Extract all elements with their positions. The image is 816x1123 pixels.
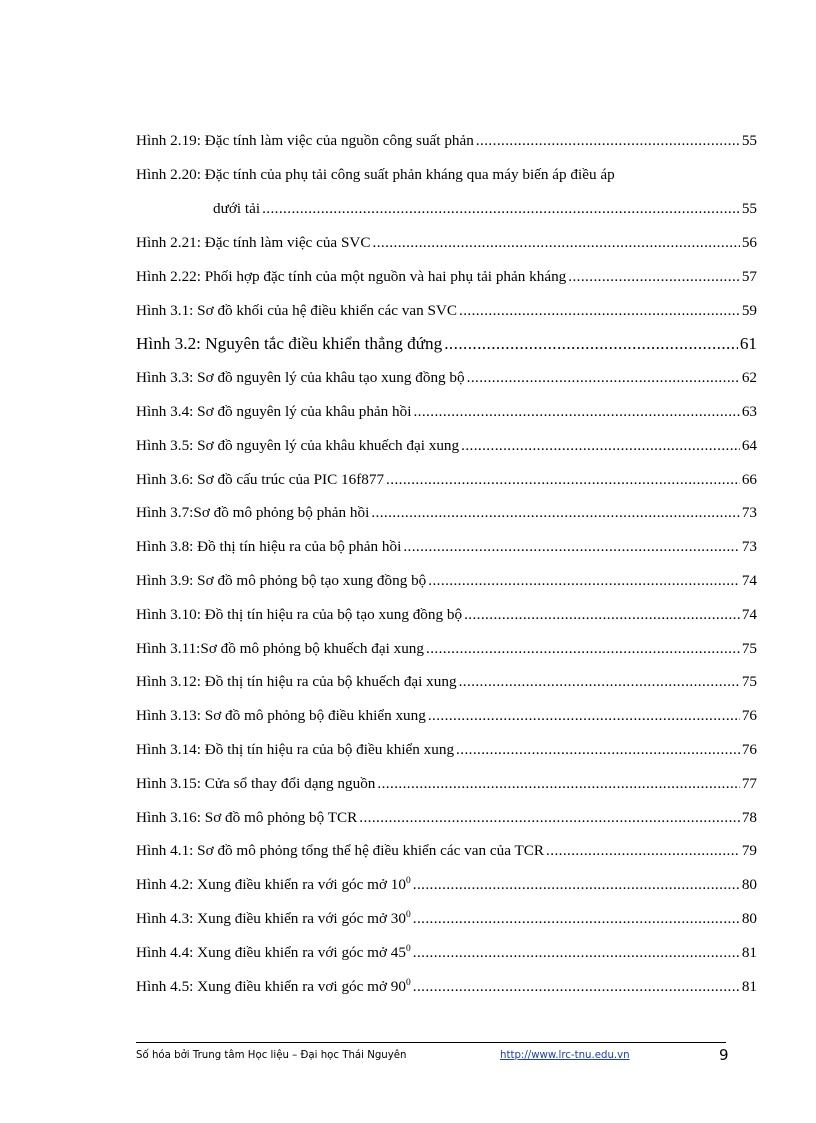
toc-entry[interactable]	[136, 334, 757, 368]
dot-leader	[444, 334, 738, 354]
dot-leader	[262, 199, 740, 219]
toc-entry-page: 80	[741, 910, 757, 928]
page-number: 9	[719, 1046, 729, 1064]
toc-entry[interactable]	[136, 503, 757, 537]
toc-entry[interactable]	[136, 537, 757, 571]
toc-entry[interactable]	[136, 301, 757, 335]
dot-leader	[413, 875, 740, 895]
toc-entry[interactable]	[136, 402, 757, 436]
toc-entry-title: Hình 3.11:Sơ đồ mô phỏng bộ khuếch đại xung	[136, 639, 424, 657]
toc-entry[interactable]	[136, 875, 757, 909]
toc-entry-page: 79	[741, 842, 757, 860]
toc-entry-title: Hình 3.13: Sơ đồ mô phỏng bộ điều khiển xung	[136, 707, 426, 725]
toc-entry[interactable]	[136, 436, 757, 470]
dot-leader	[461, 436, 740, 456]
toc-entry-title: Hình 3.4: Sơ đồ nguyên lý của khâu phản hồi	[136, 403, 412, 421]
toc-entry-title: Hình 4.5: Xung điều khiển ra vơi góc mở $90^0$	[136, 977, 411, 995]
toc-entry-page: 78	[741, 808, 757, 826]
toc-entry-page: 63	[741, 403, 757, 421]
toc-entry[interactable]	[136, 672, 757, 706]
toc-entry-page: 75	[741, 673, 757, 691]
toc-entry-continuation[interactable]	[136, 199, 757, 233]
toc-entry-page: 55	[741, 132, 757, 149]
degree-superscript: 0	[406, 910, 411, 921]
dot-leader	[568, 267, 740, 287]
dot-leader	[359, 808, 740, 828]
dot-leader	[546, 841, 740, 861]
toc-entry-page: 56	[741, 234, 757, 252]
toc-entry[interactable]	[136, 605, 757, 639]
toc-entry-title: Hình 3.1: Sơ đồ khối của hệ điều khiển các van SVC	[136, 301, 458, 319]
toc-entry-title: Hình 3.9: Sơ đồ mô phỏng bộ tạo xung đồng bộ	[136, 572, 427, 590]
toc-entry-title: dưới tải	[213, 200, 261, 218]
toc-entry-page: 76	[741, 741, 757, 759]
toc-entry-title: Hình 2.19: Đặc tính làm việc của nguồn công suất phản	[136, 132, 474, 149]
degree-superscript: 0	[406, 943, 411, 954]
dot-leader	[467, 368, 740, 388]
toc-entry-title: Hình 3.15: Cửa sổ thay đổi dạng nguồn	[136, 774, 376, 792]
toc-entry[interactable]	[136, 571, 757, 605]
dot-leader	[459, 301, 740, 321]
toc-entry[interactable]	[136, 368, 757, 402]
toc-entry-page: 81	[741, 977, 757, 995]
dot-leader	[428, 571, 740, 591]
toc-entry[interactable]	[136, 808, 757, 842]
dot-leader	[373, 233, 740, 253]
toc-entry-page: 62	[741, 369, 757, 387]
toc-entry[interactable]	[136, 909, 757, 943]
toc-entry[interactable]	[136, 740, 757, 774]
footer-source-text: Số hóa bởi Trung tâm Học liệu – Đại học Thái Nguyên	[136, 1050, 407, 1061]
footer-divider	[136, 1042, 726, 1043]
toc-entry-page: 57	[741, 267, 757, 285]
toc-entry-title: Hình 4.4: Xung điều khiển ra với góc mở $45^0$	[136, 943, 411, 961]
toc-entry-page: 73	[741, 504, 757, 522]
toc-entry-page: 59	[741, 301, 757, 319]
degree-superscript: 0	[406, 876, 411, 887]
toc-entry[interactable]	[136, 977, 757, 1011]
toc-entry-title: Hình 2.21: Đặc tính làm việc của SVC	[136, 234, 371, 252]
dot-leader	[413, 977, 740, 997]
toc-entry-title: Hình 3.5: Sơ đồ nguyên lý của khâu khuếch đại xung	[136, 436, 460, 454]
toc-entry-page: 74	[741, 605, 757, 623]
toc-entry[interactable]	[136, 470, 757, 504]
toc-entry-title: Hình 4.2: Xung điều khiển ra với góc mở $10^0$	[136, 876, 411, 894]
toc-entry[interactable]	[136, 233, 757, 267]
dot-leader	[413, 909, 740, 929]
toc-entry-page: 73	[741, 538, 757, 556]
toc-entry-page: 81	[741, 943, 757, 961]
toc-entry-title: Hình 3.10: Đồ thị tín hiệu ra của bộ tạo xung đồng bộ	[136, 605, 463, 623]
toc-entry[interactable]	[136, 943, 757, 977]
toc-entry-title: Hình 3.3: Sơ đồ nguyên lý của khâu tạo xung đồng bộ	[136, 369, 465, 387]
toc-entry-page: 66	[741, 470, 757, 488]
toc-entry-page: 61	[739, 334, 757, 354]
toc-entry-title: Hình 4.3: Xung điều khiển ra với góc mở $30^0$	[136, 910, 411, 928]
toc-entry[interactable]	[136, 267, 757, 301]
toc-entry[interactable]	[136, 706, 757, 740]
degree-superscript: 0	[406, 977, 411, 988]
toc-entry-page: 55	[741, 200, 757, 218]
dot-leader	[428, 706, 740, 726]
footer-link[interactable]: http://www.lrc-tnu.edu.vn	[500, 1050, 630, 1061]
dot-leader	[413, 943, 740, 963]
dot-leader	[386, 470, 740, 490]
toc-entry-title: Hình 3.16: Sơ đồ mô phỏng bộ TCR	[136, 808, 358, 826]
toc-entry-title: Hình 3.7:Sơ đồ mô phỏng bộ phản hồi	[136, 504, 370, 522]
dot-leader	[426, 639, 740, 659]
toc-entry-title: Hình 3.14: Đồ thị tín hiệu ra của bộ điều khiển xung	[136, 741, 455, 759]
toc-entry[interactable]	[136, 131, 757, 165]
toc-entry-title: Hình 3.2: Nguyên tắc điều khiển thẳng đứng	[136, 334, 443, 354]
dot-leader	[464, 605, 740, 625]
toc-entry[interactable]	[136, 639, 757, 673]
toc-entry-title: Hình 3.8: Đồ thị tín hiệu ra của bộ phản hồi	[136, 538, 402, 556]
toc-entry-title: Hình 4.1: Sơ đồ mô phỏng tổng thể hệ điều khiển các van của TCR	[136, 842, 545, 860]
dot-leader	[456, 740, 740, 760]
toc-entry-page: 76	[741, 707, 757, 725]
toc-entry-page: 80	[741, 876, 757, 894]
dot-leader	[371, 503, 739, 523]
toc-entry-title: Hình 3.12: Đồ thị tín hiệu ra của bộ khuếch đại xung	[136, 673, 457, 691]
dot-leader	[476, 131, 740, 151]
toc-entry[interactable]	[136, 774, 757, 808]
toc-entry[interactable]	[136, 165, 757, 200]
dot-leader	[403, 537, 739, 557]
dot-leader	[377, 774, 739, 794]
toc-entry-title: Hình 2.20: Đặc tính của phụ tải công suất phản kháng qua máy biến áp điều áp	[136, 165, 615, 183]
toc-entry-page: 75	[741, 639, 757, 657]
toc-entry-page: 74	[741, 572, 757, 590]
toc-entry-title: Hình 2.22: Phối hợp đặc tính của một nguồn và hai phụ tải phản kháng	[136, 267, 567, 285]
toc-entry-title: Hình 3.6: Sơ đồ cấu trúc của PIC 16f877	[136, 470, 385, 488]
toc-entry[interactable]	[136, 841, 757, 875]
dot-leader	[459, 672, 740, 692]
toc-entry-page: 64	[741, 436, 757, 454]
dot-leader	[413, 402, 739, 422]
toc-entry-page: 77	[741, 774, 757, 792]
list-of-figures	[136, 131, 757, 1010]
